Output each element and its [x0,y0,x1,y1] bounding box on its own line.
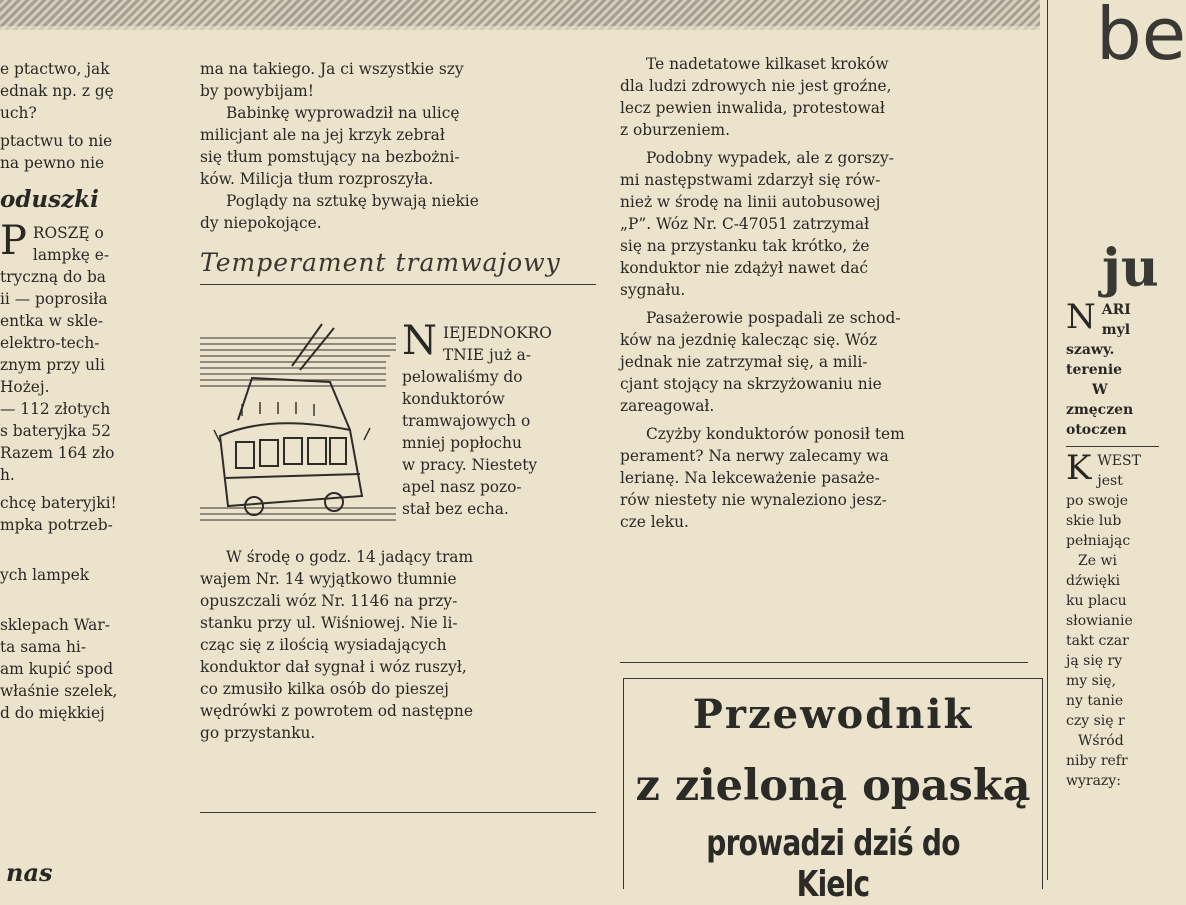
col-b-para-3-line: Poglądy na sztukę bywają niekie [226,192,479,210]
article-heading-temperament: Temperament tramwajowy [200,248,561,277]
drop-cap: K [1066,448,1092,488]
tram-intro-line: IEJEDNOKRO [443,324,552,342]
col-d-line: zmęczen [1066,402,1134,418]
drop-cap: N [1066,297,1096,337]
masthead-banner-edge [0,26,1040,32]
col-d-line: niby refr [1066,753,1128,769]
col-a-para-7-line: d do miękkiej [0,704,105,722]
tram-body-line: go przystanku. [200,724,316,742]
tram-drawing-icon [200,318,396,540]
col-a-para-3-line: entka w skle- [0,312,104,330]
col-c-para-3-line: jednak nie zatrzymał się, a mili- [620,353,868,371]
col-c-para-3-line: Pasażerowie pospadali ze schod- [646,309,901,327]
col-d-line: takt czar [1066,633,1129,649]
col-a-article [0,218,168,724]
tram-body-line: co zmusiło kilka osób do pieszej [200,680,449,698]
drop-cap: N [402,318,437,364]
col-c-para-4-line: Czyżby konduktorów ponosił tem [646,425,905,443]
tram-intro-line: konduktorów [402,390,505,408]
headline-line-1: Przewodnik [692,691,974,738]
col-a-para-4-line: h. [0,466,15,484]
tram-intro-line: TNIE już a- [443,346,532,364]
col-c-para-2-line: się na przystanku tak krótko, że [620,237,870,255]
col-a-para-3-line: tryczną do ba [0,268,106,286]
headline-line-2: z zieloną opaską [635,761,1031,811]
heading-underline [200,284,596,285]
col-a-para-1-line: ednak np. z gę [0,82,114,100]
col-c-para-2-line: mi następstwami zdarzył się rów- [620,171,881,189]
col-a-heading: oduszki [0,186,99,213]
col-a-para-1-line: e ptactwo, jak [0,60,110,78]
col-a-para-4-line: — 112 złotych [0,400,111,418]
col-a-para-3-line: lampkę e- [32,246,110,264]
col-d-line: ARI [1101,302,1131,318]
tram-intro-line: stał bez echa. [402,500,509,518]
tram-body-line: W środę o godz. 14 jadący tram [226,548,474,566]
tram-article-intro [402,318,596,520]
col-a-para-7-line: ta sama hi- [0,638,87,656]
col-a-para-3-line: elektro-tech- [0,334,100,352]
col-c-para-1-line: lecz pewien inwalida, protestował [620,99,885,117]
col-c-para-3-line: zareagował. [620,397,715,415]
tram-body-line: cząc się z ilością wysiadających [200,636,447,654]
col-b-para-2-line: Babinkę wyprowadził na ulicę [226,104,460,122]
col-d-line: Wśród [1078,733,1124,749]
col-a-para-6-line: ych lampek [0,566,90,584]
col-a-para-2-line: na pewno nie [0,154,105,172]
col-d-line: myl [1101,322,1131,338]
col-c-para-2-line: nież w środę na linii autobusowej [620,193,881,211]
tram-intro-line: w pracy. Niestety [402,456,538,474]
col-d-line: jest [1097,473,1123,489]
col-a-para-3-line: ROSZĘ o [32,224,104,242]
column-divider [200,812,596,813]
col-b-para-1-line: ma na takiego. Ja ci wszystkie szy [200,60,464,78]
col-c-para-4-line: perament? Na nerwy zalecamy wa [620,447,889,465]
col-d-line: szawy. [1066,342,1115,358]
col-b-para-2-line: milicjant ale na jej krzyk zebrał [200,126,445,144]
col-d-line: słowianie [1066,613,1133,629]
col-c-para-2-line: sygnału. [620,281,686,299]
col-c-para-4-line: lerianę. Na lekceważenie pasaże- [620,469,880,487]
tram-article-body [200,546,596,744]
col-a-para-2-line: ptactwu to nie [0,132,113,150]
col-a-para-7-line: właśnie szelek, [0,682,118,700]
col-d-line: otoczen [1066,422,1127,438]
col-d-line: ku placu [1066,593,1127,609]
col-c-para-1-line: Te nadetatowe kilkaset kroków [646,55,889,73]
column-divider [620,662,1028,663]
drop-cap: P [0,218,27,264]
col-b-para-1-line: by powybijam! [200,82,314,100]
col-a-para-3-line: ii — poprosiła [0,290,108,308]
large-headline-fragment: ju [1102,238,1159,299]
column-c [620,53,1028,533]
col-d-line: wyrazy: [1066,773,1121,789]
large-headline-fragment: be [1096,0,1186,76]
column-divider [1066,446,1159,447]
tram-intro-line: mniej popłochu [402,434,522,452]
column-a [0,58,168,724]
col-c-para-4-line: rów niestety nie wynaleziono jesz- [620,491,887,509]
tram-body-line: wajem Nr. 14 wyjątkowo tłumnie [200,570,457,588]
tram-intro-line: apel nasz pozo- [402,478,522,496]
col-c-para-1-line: z oburzeniem. [620,121,731,139]
col-d-line: po swoje [1066,493,1129,509]
col-a-para-4-line: Razem 164 zło [0,444,115,462]
col-c-para-2-line: „P”. Wóz Nr. C-47051 zatrzymał [620,215,870,233]
col-b-para-2-line: ków. Milicja tłum rozproszyła. [200,170,434,188]
column-separator-line [1047,0,1048,880]
col-a-para-5-line: chcę bateryjki! [0,494,117,512]
col-a-para-7-line: am kupić spod [0,660,114,678]
col-d-line: pełniając [1066,533,1131,549]
col-d-line: Ze wi [1078,553,1117,569]
column-d [1066,297,1159,791]
col-a-para-3-line: znym przy uli [0,356,105,374]
col-b-para-3-line: dy niepokojące. [200,214,322,232]
tram-body-line: konduktor dał sygnał i wóz ruszył, [200,658,467,676]
column-b [200,58,596,297]
col-a-para-5-line: mpka potrzeb- [0,516,113,534]
col-c-para-3-line: ków na jezdnię kalecząc się. Wóz [620,331,878,349]
col-d-line: skie lub [1066,513,1122,529]
tram-body-line: opuszczali wóz Nr. 1146 na przy- [200,592,458,610]
col-a-bottom-heading: nas [6,858,53,887]
col-a-para-4-line: s bateryjka 52 [0,422,111,440]
col-d-line: WEST [1097,453,1141,469]
col-d-line: W [1092,382,1108,398]
col-d-line: terenie [1066,362,1123,378]
col-d-line: ny tanie [1066,693,1124,709]
col-a-para-1-line: uch? [0,104,37,122]
col-c-para-3-line: cjant stojący na skrzyżowaniu nie [620,375,882,393]
col-c-para-2-line: Podobny wypadek, ale z gorszy- [646,149,894,167]
col-d-line: dźwięki [1066,573,1121,589]
col-d-line: my się, [1066,673,1117,689]
col-d-line: ją się ry [1066,653,1123,669]
col-c-para-1-line: dla ludzi zdrowych nie jest groźne, [620,77,892,95]
headline-box [623,678,1043,905]
col-c-para-4-line: cze leku. [620,513,689,531]
tram-intro-line: tramwajowych o [402,412,531,430]
tram-illustration [200,318,396,540]
tram-body-line: stanku przy ul. Wiśniowej. Nie li- [200,614,458,632]
col-a-para-3-line: Hożej. [0,378,50,396]
tram-intro-line: pelowaliśmy do [402,368,523,386]
col-c-para-2-line: konduktor nie zdążył nawet dać [620,259,869,277]
col-b-para-2-line: się tłum pomstujący na bezbożni- [200,148,460,166]
tram-body-line: wędrówki z powrotem od następne [200,702,473,720]
col-a-para-7-line: sklepach War- [0,616,110,634]
headline-line-3: prowadzi dziś do Kielc [706,823,960,905]
col-d-line: czy się r [1066,713,1125,729]
